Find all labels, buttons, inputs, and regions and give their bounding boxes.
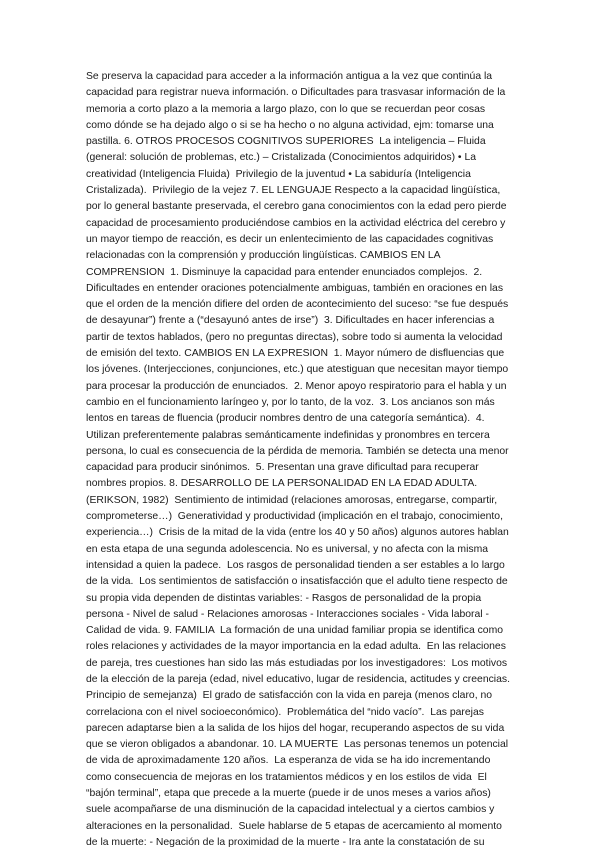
text-line: de la elección de la pareja (edad, nivel educativo, lugar de residencia, actitudes y creencias. (86, 673, 510, 685)
text-line: capacidad para producir sinónimos. 5. Presentan una grave dificultad para recuperar (86, 462, 479, 474)
text-line: como consecuencia de mejoras en los tratamientos médicos y en los estilos de vida El (86, 771, 487, 783)
text-line: capacidad de procesamiento produciéndose cambios en la actividad eléctrica del cerebro y (86, 217, 506, 229)
text-line: memoria a corto plazo a la memoria a largo plazo, con lo que se recuerdan peor cosas (86, 103, 486, 115)
text-line: experiencia…) Crisis de la mitad de la vida (entre los 40 y 50 años) algunos autores hablan (86, 527, 509, 539)
text-line: en esta etapa de una segunda adolescencia. No es universal, y no afecta con la misma (86, 543, 489, 555)
text-line: suele acompañarse de una disminución de la capacidad intelectual y a ciertos cambios y (86, 804, 495, 816)
text-line: de la muerte: - Negación de la proximidad de la muerte - Ira ante la constatación de su (86, 836, 485, 848)
text-line: (ERIKSON, 1982) Sentimiento de intimidad (relaciones amorosas, entregarse, compartir, (86, 494, 498, 506)
text-line: los jóvenes. (Interjecciones, conjunciones, etc.) que atestiguan que necesitan mayor tiempo (86, 364, 509, 376)
text-line: de la vida. Los sentimientos de satisfacción o insatisfacción que el adulto tiene respecto de (86, 576, 508, 588)
text-line: su propia vida dependen de distintas variables: - Rasgos de personalidad de la propia (86, 592, 482, 604)
text-line: un mayor tiempo de reacción, es decir un enlentecimiento de las capacidades cognitivas (86, 233, 494, 245)
text-line: de pareja, tres cuestiones han sido las más estudiadas por los investigadores: Los motivos (86, 657, 508, 669)
text-line: como dónde se ha dejado algo o si se ha hecho o no alguna actividad, ejm: tomarse una (86, 119, 494, 131)
text-line: Se preserva la capacidad para acceder a la información antigua a la vez que continúa la (86, 71, 493, 82)
text-line: partir de textos hablados, (pero no preguntas directas), sobre todo si aumenta la velocidad (86, 331, 503, 343)
text-line: “bajón terminal”, etapa que precede a la muerte (puede ir de unos meses a varios años) (86, 788, 491, 800)
body-text (86, 69, 526, 851)
text-line: COMPRENSION 1. Disminuye la capacidad para entender enunciados complejos. 2. (86, 266, 483, 278)
text-line: que se vieron obligados a abandonar. 10. LA MUERTE Las personas tenemos un potencial (86, 739, 509, 751)
text-line: Dificultades en entender oraciones potencialmente ambiguas, también en oraciones en las (86, 282, 504, 294)
text-line: para procesar la producción de enunciados. 2. Menor apoyo respiratorio para el habla y un (86, 380, 507, 392)
text-line: creatividad (Inteligencia Fluida) Privilegio de la juventud • La sabiduría (Inteligencia (86, 168, 471, 180)
text-line: que el orden de la mención difiere del orden de acontecimiento del suceso: “se fue después (86, 299, 509, 311)
text-line: cambio en el funcionamiento laríngeo y, por lo tanto, de la voz. 3. Los ancianos son más (86, 396, 495, 408)
text-line: de desayunar”) frente a (“desayunó antes de irse”) 3. Dificultades en hacer inferencias a (86, 315, 495, 327)
text-line: (general: solución de problemas, etc.) – Cristalizada (Conocimientos adquiridos) • La (86, 152, 477, 164)
text-line: pastilla. 6. OTROS PROCESOS COGNITIVOS SUPERIORES La inteligencia – Fluida (86, 136, 486, 148)
text-line: de vida de aproximadamente 120 años. La esperanza de vida se ha ido incrementando (86, 755, 491, 767)
text-line: parecen adaptarse bien a la salida de los hijos del hogar, recuperando aspectos de su vida (86, 722, 505, 734)
text-line: relacionadas con la comprensión y producción lingüísticas. CAMBIOS EN LA (86, 250, 441, 262)
text-line: roles relaciones y actividades de la mayor importancia en la edad adulta. En las relaciones (86, 641, 506, 653)
text-line: Calidad de vida. 9. FAMILIA La formación de una unidad familiar propia se identifica como (86, 625, 504, 637)
text-line: intensidad a quien la padece. Los rasgos de personalidad tienden a ser estables a lo largo (86, 559, 505, 571)
text-line: Cristalizada). Privilegio de la vejez 7. EL LENGUAJE Respecto a la capacidad lingüística, (86, 185, 501, 197)
text-line: por lo general bastante preservada, el cerebro gana conocimientos con la edad pero pierde (86, 201, 507, 213)
text-line: Principio de semejanza) El grado de satisfacción con la vida en pareja (menos claro, no (86, 690, 493, 702)
text-line: persona, lo cual es consecuencia de la pérdida de memoria. También se detecta una menor (86, 445, 509, 457)
text-line: comprometerse…) Generatividad y productividad (implicación en el trabajo, conocimiento, (86, 511, 503, 523)
text-line: correlaciona con el nivel socioeconómico). Problemática del “nido vacío”. Las parejas (86, 706, 484, 718)
text-line: de emisión del texto. CAMBIOS EN LA EXPRESION 1. Mayor número de disfluencias que (86, 348, 505, 360)
text-line: alteraciones en la personalidad. Suele hablarse de 5 etapas de acercamiento al momento (86, 820, 502, 832)
text-line: nombres propios. 8. DESARROLLO DE LA PERSONALIDAD EN LA EDAD ADULTA. (86, 478, 478, 490)
text-line: persona - Nivel de salud - Relaciones amorosas - Interacciones sociales - Vida laboral - (86, 608, 489, 620)
text-line: lentos en tareas de fluencia (producir nombres dentro de una categoría semántica). 4. (86, 413, 485, 425)
text-line: capacidad para registrar nueva información. o Dificultades para trasvasar información de la (86, 87, 506, 99)
text-line: Utilizan preferentemente palabras semánticamente indefinidas y pronombres en tercera (86, 429, 490, 441)
